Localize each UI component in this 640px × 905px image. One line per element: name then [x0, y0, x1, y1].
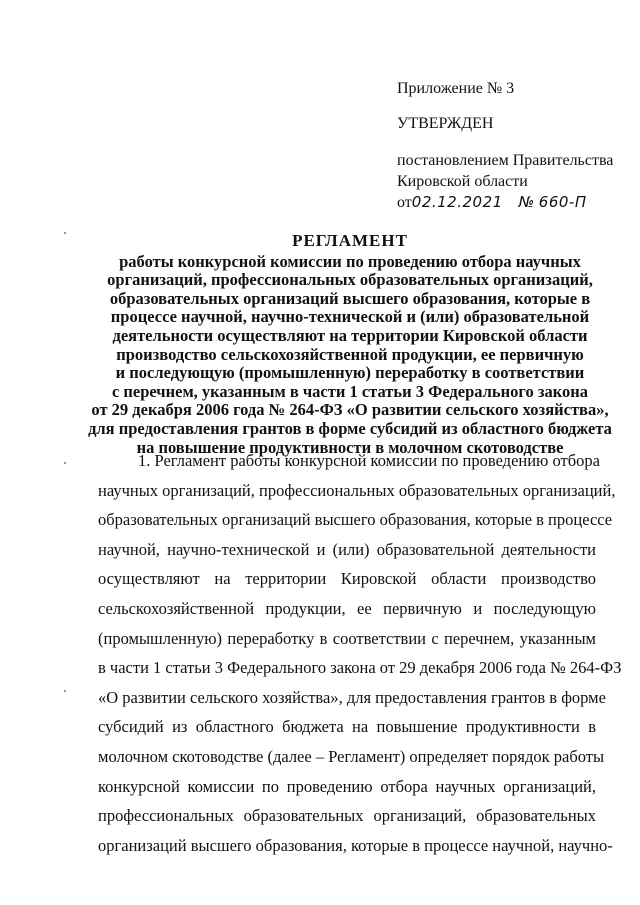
body-line: (промышленную) переработку в соответствии с перечнем, указанным: [98, 628, 596, 648]
document-body: [98, 446, 622, 860]
title-line: от 29 декабря 2006 года № 264-ФЗ «О развитии сельского хозяйства»,: [91, 400, 609, 420]
body-line: организаций высшего образования, которые в процессе научной, научно-: [98, 835, 613, 855]
title-line: производство сельскохозяйственной продукции, ее первичную: [116, 344, 584, 364]
body-line: молочном скотоводстве (далее – Регламент) определяет порядок работы: [98, 746, 605, 766]
body-line: в части 1 статьи 3 Федерального закона от 29 декабря 2006 года № 264-ФЗ: [98, 658, 622, 678]
title-line: и последующую (промышленную) переработку в соответствии: [115, 363, 585, 383]
title-heading: РЕГЛАМЕНТ: [292, 231, 408, 250]
title-line: с перечнем, указанным в части 1 статьи 3 Федерального закона: [111, 381, 589, 401]
number-value: 660-П: [538, 193, 587, 211]
scan-speck: [64, 232, 66, 234]
approved-stamp: УТВЕРЖДЕН: [397, 115, 494, 132]
title-line: деятельности осуществляют на территории Кировской области: [112, 325, 588, 345]
body-line: осуществляют на территории Кировской области производство: [98, 569, 596, 589]
date-value: 02.12.2021: [411, 193, 503, 211]
appendix-block: [397, 78, 627, 213]
scan-speck: [64, 462, 66, 464]
body-line: 1. Регламент работы конкурсной комиссии по проведению отбора: [138, 451, 600, 470]
body-line: субсидий из областного бюджета на повышение продуктивности в: [98, 717, 596, 737]
body-line: научной, научно-технической и (или) образовательной деятельности: [98, 539, 596, 559]
body-line: научных организаций, профессиональных образовательных организаций,: [98, 480, 616, 500]
body-line: образовательных организаций высшего образования, которые в процессе: [98, 510, 613, 530]
scan-speck: [64, 690, 66, 692]
title-line: для предоставления грантов в форме субсидий из областного бюджета: [88, 418, 612, 438]
body-line: сельскохозяйственной продукции, ее первичную и последующую: [98, 598, 596, 618]
body-line: профессиональных образовательных организаций, образовательных: [98, 806, 596, 826]
title-line: на повышение продуктивности в молочном скотоводстве: [136, 437, 564, 457]
title-line: процессе научной, научно-технической и (или) образовательной: [110, 307, 590, 327]
decree-date-number: [397, 192, 627, 213]
title-line: работы конкурсной комиссии по проведению отбора научных: [119, 251, 581, 271]
title-line: организаций, профессиональных образовательных организаций,: [107, 270, 593, 290]
document-title: [60, 232, 640, 457]
date-prefix: от: [397, 194, 412, 211]
body-line: «О развитии сельского хозяйства», для предоставления грантов в форме: [98, 687, 606, 707]
decree-line-1: постановлением Правительства: [397, 152, 614, 169]
body-line: конкурсной комиссии по проведению отбора научных организаций,: [98, 776, 596, 796]
appendix-label: Приложение № 3: [397, 80, 515, 97]
title-line: образовательных организаций высшего образования, которые в: [109, 288, 591, 308]
decree-line-2: Кировской области: [397, 173, 528, 190]
number-prefix: №: [518, 193, 535, 211]
